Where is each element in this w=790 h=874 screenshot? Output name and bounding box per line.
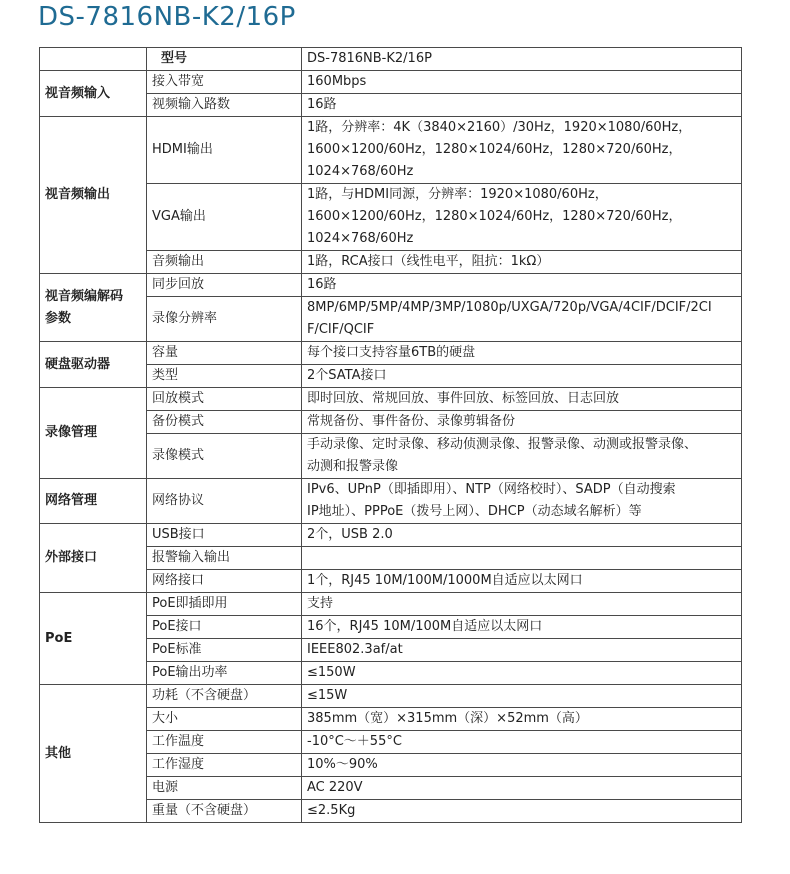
table-row <box>40 479 742 524</box>
text-line: 动测和报警录像 <box>307 459 399 474</box>
spec-value: 每个接口支持容量6TB的硬盘 <box>302 342 742 365</box>
table-row <box>40 524 742 547</box>
spec-label: HDMI输出 <box>147 117 302 184</box>
text-line: 1600×1200/60Hz，1280×1024/60Hz，1280×720/60Hz， <box>307 142 682 157</box>
group-name: 其他 <box>40 685 147 823</box>
text-line: 视音频编解码 <box>45 288 124 304</box>
spec-label: 重量（不含硬盘） <box>147 800 302 823</box>
text-line: 1600×1200/60Hz，1280×1024/60Hz，1280×720/60Hz， <box>307 209 682 224</box>
spec-value: 160Mbps <box>302 71 742 94</box>
spec-label: 功耗（不含硬盘） <box>147 685 302 708</box>
spec-label: 网络协议 <box>147 479 302 524</box>
spec-label: 报警输入输出 <box>147 547 302 570</box>
spec-label: PoE接口 <box>147 616 302 639</box>
table-row <box>40 342 742 365</box>
spec-value: AC 220V <box>302 777 742 800</box>
spec-value: ≤2.5Kg <box>302 800 742 823</box>
spec-label: PoE即插即用 <box>147 593 302 616</box>
model-label: 型号 <box>147 48 302 71</box>
text-line: 1路，与HDMI同源，分辨率：1920×1080/60Hz， <box>307 187 608 202</box>
group-name: 外部接口 <box>40 524 147 593</box>
spec-table-body <box>40 48 742 823</box>
spec-value: 10%～90% <box>302 754 742 777</box>
spec-label: 大小 <box>147 708 302 731</box>
spec-value <box>302 434 742 479</box>
table-header-row <box>40 48 742 71</box>
spec-label: 接入带宽 <box>147 71 302 94</box>
group-name: PoE <box>40 593 147 685</box>
spec-label: VGA输出 <box>147 184 302 251</box>
spec-value: 2个SATA接口 <box>302 365 742 388</box>
page-title: DS-7816NB-K2/16P <box>38 2 296 32</box>
model-value: DS-7816NB-K2/16P <box>302 48 742 71</box>
spec-value: 16路 <box>302 274 742 297</box>
spec-label: 工作湿度 <box>147 754 302 777</box>
group-name: 硬盘驱动器 <box>40 342 147 388</box>
spec-label: 类型 <box>147 365 302 388</box>
spec-label: 视频输入路数 <box>147 94 302 117</box>
spec-label: 录像分辨率 <box>147 297 302 342</box>
text-line: 1路，分辨率：4K（3840×2160）/30Hz，1920×1080/60Hz， <box>307 120 692 135</box>
spec-value: 1个，RJ45 10M/100M/1000M自适应以太网口 <box>302 570 742 593</box>
spec-value: 16路 <box>302 94 742 117</box>
table-row <box>40 388 742 411</box>
spec-value <box>302 547 742 570</box>
spec-value: 支持 <box>302 593 742 616</box>
text-line: IPv6、UPnP（即插即用）、NTP（网络校时）、SADP（自动搜索 <box>307 482 676 497</box>
text-line: F/CIF/QCIF <box>307 322 375 337</box>
group-name: 视音频输入 <box>40 71 147 117</box>
spec-label: 容量 <box>147 342 302 365</box>
table-row <box>40 117 742 184</box>
text-line: 手动录像、定时录像、移动侦测录像、报警录像、动测或报警录像、 <box>307 437 698 452</box>
spec-label: PoE输出功率 <box>147 662 302 685</box>
text-line: 1024×768/60Hz <box>307 231 414 246</box>
spec-value: IEEE802.3af/at <box>302 639 742 662</box>
spec-label: 电源 <box>147 777 302 800</box>
spec-value <box>302 479 742 524</box>
spec-value <box>302 297 742 342</box>
table-row <box>40 593 742 616</box>
spec-label: 备份模式 <box>147 411 302 434</box>
spec-label: 音频输出 <box>147 251 302 274</box>
spec-value: 16个，RJ45 10M/100M自适应以太网口 <box>302 616 742 639</box>
spec-label: 工作温度 <box>147 731 302 754</box>
spec-label: 录像模式 <box>147 434 302 479</box>
group-name: 网络管理 <box>40 479 147 524</box>
spec-table <box>39 47 742 823</box>
text-line: 8MP/6MP/5MP/4MP/3MP/1080p/UXGA/720p/VGA/4CIF/DCIF/2CI <box>307 300 712 315</box>
group-name: 视音频输出 <box>40 117 147 274</box>
spec-value: ≤15W <box>302 685 742 708</box>
spec-label: PoE标准 <box>147 639 302 662</box>
text-line: 1024×768/60Hz <box>307 164 414 179</box>
header-spacer <box>40 48 147 71</box>
spec-label: 回放模式 <box>147 388 302 411</box>
spec-value: 常规备份、事件备份、录像剪辑备份 <box>302 411 742 434</box>
spec-value: 385mm（宽）×315mm（深）×52mm（高） <box>302 708 742 731</box>
text-line: 参数 <box>45 310 72 326</box>
spec-value: 2个，USB 2.0 <box>302 524 742 547</box>
group-name <box>40 274 147 342</box>
table-row <box>40 685 742 708</box>
spec-label: USB接口 <box>147 524 302 547</box>
table-row <box>40 274 742 297</box>
spec-value <box>302 184 742 251</box>
text-line: IP地址）、PPPoE（拨号上网）、DHCP（动态域名解析）等 <box>307 504 642 519</box>
group-name: 录像管理 <box>40 388 147 479</box>
spec-value: 即时回放、常规回放、事件回放、标签回放、日志回放 <box>302 388 742 411</box>
spec-label: 网络接口 <box>147 570 302 593</box>
table-row <box>40 71 742 94</box>
spec-value: ≤150W <box>302 662 742 685</box>
spec-value <box>302 117 742 184</box>
spec-value: -10°C～＋55°C <box>302 731 742 754</box>
spec-value: 1路，RCA接口（线性电平，阻抗：1kΩ） <box>302 251 742 274</box>
spec-label: 同步回放 <box>147 274 302 297</box>
